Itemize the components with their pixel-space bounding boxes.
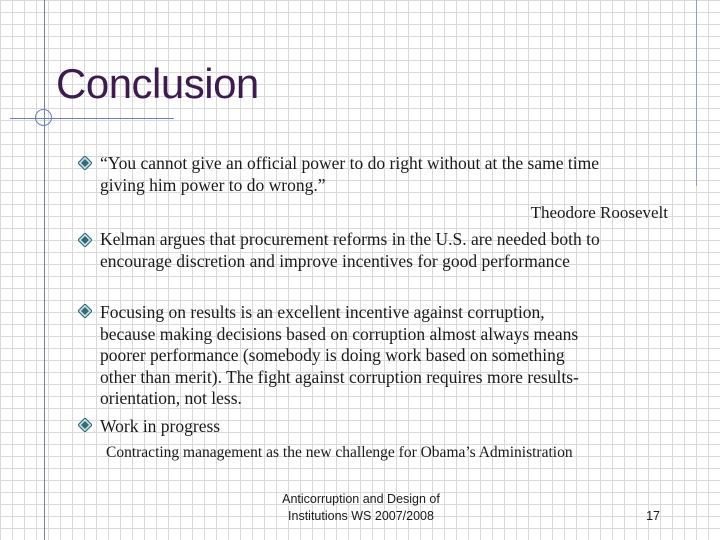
decorative-right-line [696,0,697,186]
bullet-text-quote: “You cannot give an official power to do right without at the same time giving him power to do wrong.” [100,153,599,195]
diamond-bullet-icon [78,418,92,432]
diamond-bullet-icon [78,304,92,318]
slide-title: Conclusion [56,60,259,107]
page-number: 17 [646,509,660,523]
sub-point-text: Contracting management as the new challenge for Obama’s Administration [106,444,573,461]
bullet-text-results: Focusing on results is an excellent incentive against corruption, because making decisions based on corruption almost always means poorer performance (somebody is doing work based on something other than merit). The fight against corruption requires more results- orientation, not less. [100,302,579,408]
bullet-text-work-in-progress: Work in progress [100,416,221,436]
footer-text: Anticorruption and Design of Institutions WS 2007/2008 [282,492,440,523]
decorative-vertical-line [44,0,45,540]
diamond-bullet-icon [78,233,92,247]
quote-attribution: Theodore Roosevelt [530,203,668,222]
diamond-bullet-icon [78,156,92,170]
bullet-text-kelman: Kelman argues that procurement reforms in the U.S. are needed both to encourage discretion and improve incentives for good performance [100,229,600,271]
decorative-circle [35,109,52,126]
